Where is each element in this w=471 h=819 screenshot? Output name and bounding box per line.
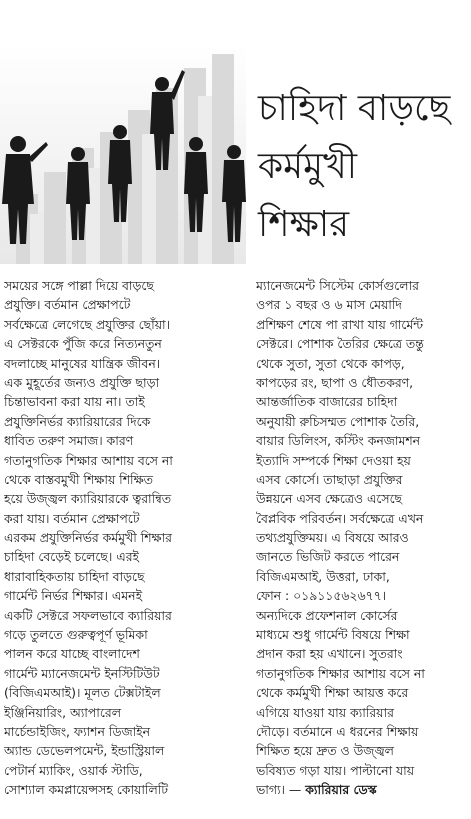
text-line: অ্যান্ড ডেভেলপমেন্ট, ইন্ডাস্ট্রিয়াল	[4, 743, 165, 759]
text-line: সর্বক্ষেত্রে লেগেছে প্রযুক্তির ছোঁয়া।	[4, 316, 171, 332]
text-line: একটি সেক্টরে সফলভাবে ক্যারিয়ার	[4, 607, 172, 623]
text-line-end: ভাগ্য। —	[256, 782, 306, 798]
text-line: গতানুগতিক শিক্ষার আশায় বসে না	[256, 665, 425, 681]
text-line: সেক্টরে। পোশাক তৈরির ক্ষেত্রে তন্তু	[256, 336, 424, 352]
text-line: অনুযায়ী রুচিসম্মত পোশাক তৈরি,	[256, 413, 420, 429]
left-column	[4, 276, 224, 800]
text-line: কাপড়ের রং, ছাপা ও ধৌতকরণ,	[256, 374, 414, 390]
text-line: ধাবিত তরুণ সমাজ। কারণ	[4, 433, 134, 449]
text-line: ইত্যাদি সম্পর্কে শিক্ষা দেওয়া হয়	[256, 452, 411, 468]
text-line: সোশ্যাল কমপ্লায়েন্সসহ কোয়ালিটি	[4, 782, 169, 798]
text-line: শিক্ষিত হয়ে দ্রুত ও উজ্জ্বল	[256, 743, 394, 759]
byline: ক্যারিয়ার ডেস্ক	[305, 782, 377, 798]
text-line: প্রযুক্তিনির্ভর ক্যারিয়ারের দিকে	[4, 413, 151, 429]
text-line: ম্যানেজমেন্ট সিস্টেম কোর্সগুলোর	[256, 278, 419, 293]
text-line: বিজিএমআই, উত্তরা, ঢাকা,	[256, 568, 390, 584]
text-line: গার্মেন্ট নির্ভর শিক্ষার। এমনই	[4, 588, 143, 604]
text-line: প্রযুক্তি। বর্তমান প্রেক্ষাপটে	[4, 297, 131, 313]
text-line: ফোন : ০১৯১১৫৬২৬৭৭।	[256, 588, 387, 604]
text-line: বৈপ্লবিক পরিবর্তন। সর্বক্ষেত্রে এখন	[256, 510, 424, 526]
business-people-illustration	[0, 44, 246, 264]
text-line: প্রদান করা হয় এখানে। সুতরাং	[256, 646, 403, 662]
text-line: আন্তর্জাতিক বাজারের চাহিদা	[256, 394, 398, 410]
text-line: বদলাচ্ছে মানুষের যান্ত্রিক জীবন।	[4, 355, 161, 371]
text-line: প্রশিক্ষণ শেষে পা রাখা যায় গার্মেন্ট	[256, 316, 424, 332]
text-line: থেকে সুতা, সুতা থেকে কাপড়,	[256, 355, 405, 371]
headline-line-3: শিক্ষার	[258, 204, 350, 245]
text-line: গড়ে তুলতে গুরুত্বপূর্ণ ভূমিকা	[4, 627, 148, 643]
text-line: এক মুহূর্তের জন্যও প্রযুক্তি ছাড়া	[4, 374, 160, 390]
text-line: উন্নয়নে এসব ক্ষেত্রেও এসেছে	[256, 491, 403, 507]
text-line: এগিয়ে যাওয়া যায় ক্যারিয়ার	[256, 704, 394, 720]
headline	[258, 80, 468, 254]
text-line: পালন করে যাচ্ছে বাংলাদেশ	[4, 646, 140, 662]
headline-line-2: কর্মমুখী	[258, 146, 358, 187]
text-line: (বিজিএমআই)। মূলত টেক্সটাইল	[4, 685, 161, 701]
text-line: সময়ের সঙ্গে পাল্লা দিয়ে বাড়ছে	[4, 278, 154, 293]
text-line: গার্মেন্ট ম্যানেজমেন্ট ইনস্টিটিউট	[4, 665, 160, 681]
text-line: করা যায়। বর্তমান প্রেক্ষাপটে	[4, 510, 140, 526]
text-line: দৌড়ে। বর্তমানে এ ধরনের শিক্ষায়	[256, 723, 419, 739]
text-line: মার্চেন্ডাইজিং, ফ্যাশন ডিজাইন	[4, 723, 151, 739]
text-line: ইঞ্জিনিয়ারিং, অ্যাপারেল	[4, 704, 121, 720]
text-line: মাধ্যমে শুধু গার্মেন্ট বিষয়ে শিক্ষা	[256, 627, 410, 643]
text-line: বায়ার ডিলিংস, কস্টিং কনজামশন	[256, 433, 421, 449]
text-line: থেকে বাস্তবমুখী শিক্ষায় শিক্ষিত	[4, 471, 153, 487]
text-line: পেটার্ন ম্যাকিং, ওয়ার্ক স্টাডি,	[4, 762, 143, 778]
text-line: এসব কোর্সে। তাছাড়া প্রযুক্তির	[256, 471, 403, 487]
right-column	[256, 276, 468, 800]
text-line: চাহিদা বেড়েই চলেছে। এরই	[4, 549, 139, 565]
text-line: গতানুগতিক শিক্ষার আশায় বসে না	[4, 452, 173, 468]
text-line: এরকম প্রযুক্তিনির্ভর কর্মমুখী শিক্ষার	[4, 530, 172, 546]
last-line	[256, 780, 468, 799]
text-line: হয়ে উজ্জ্বল ক্যারিয়ারকে ত্বরান্বিত	[4, 491, 172, 507]
text-line: ভবিষ্যত গড়া যায়। পাল্টানো যায়	[256, 762, 415, 778]
text-line: এ সেক্টরকে পুঁজি করে নিত্যনতুন	[4, 336, 162, 352]
text-line: অন্যদিকে প্রফেশনাল কোর্সের	[256, 607, 398, 623]
text-line: ওপর ১ বছর ও ৬ মাস মেয়াদি	[256, 297, 402, 313]
text-line: চিন্তাভাবনা করা যায় না। তাই	[4, 394, 145, 410]
text-line: ধারাবাহিকতায় চাহিদা বাড়ছে	[4, 568, 145, 584]
headline-line-1: চাহিদা বাড়ছে	[258, 88, 451, 129]
text-line: তথ্যপ্রযুক্তিময়। এ বিষয়ে আরও	[256, 530, 409, 546]
text-line: জানতে ভিজিট করতে পারেন	[256, 549, 400, 565]
text-line: থেকে কর্মমুখী শিক্ষা আয়ত্ত করে	[256, 685, 409, 701]
